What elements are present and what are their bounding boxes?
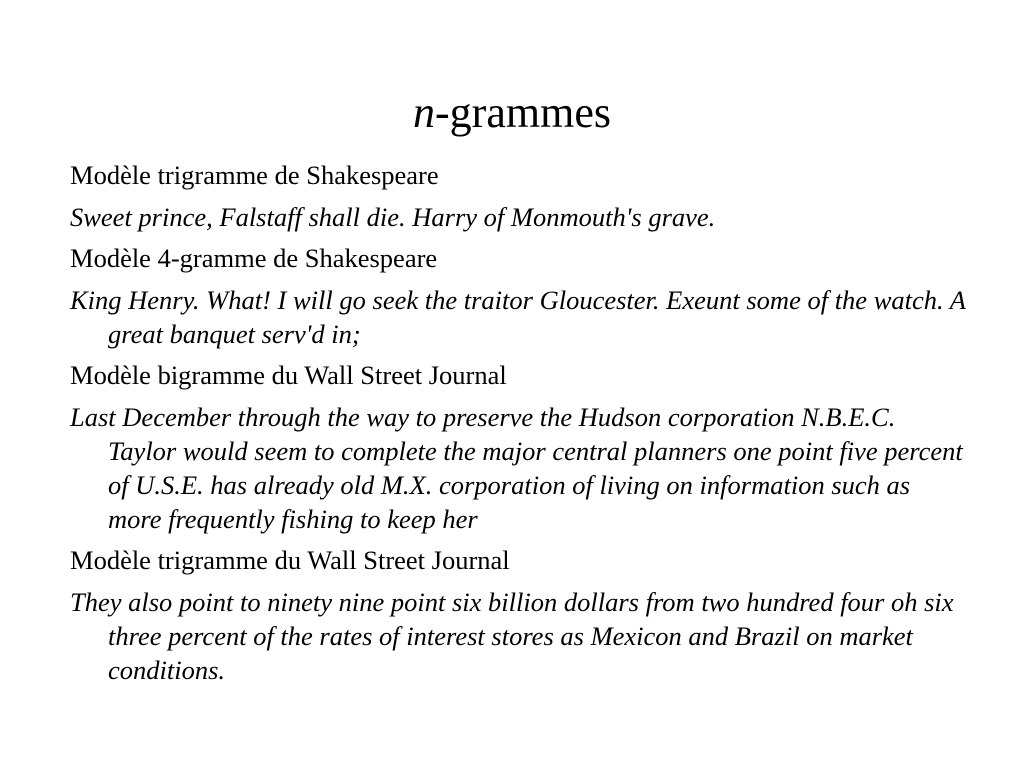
slide-title	[0, 84, 1024, 142]
model-heading-shakespeare-trigram: Modèle trigramme de Shakespeare	[70, 160, 439, 190]
sample-text-wsj-bigram: Last December through the way to preserve the Hudson corporation N.B.E.C. Taylor would seem to complete the major central planners one point five percent of U.S.E. has already old M.X. corporation of living on information such as more frequently fishing to keep her	[70, 401, 963, 534]
model-heading-wsj-trigram: Modèle trigramme du Wall Street Journal	[70, 545, 510, 575]
model-heading-shakespeare-4gram: Modèle 4-gramme de Shakespeare	[70, 243, 438, 273]
sample-text-shakespeare-4gram: King Henry. What! I will go seek the traitor Gloucester. Exeunt some of the watch. A great banquet serv'd in;	[70, 284, 966, 349]
sample-text-wsj-trigram: They also point to ninety nine point six billion dollars from two hundred four oh six three percent of the rates of interest stores as Mexicon and Brazil on market conditions.	[70, 586, 954, 685]
slide-title-rest: -grammes	[435, 88, 611, 137]
sample-text-shakespeare-trigram: Sweet prince, Falstaff shall die. Harry of Monmouth's grave.	[70, 201, 716, 232]
slide-title-italic-n: n	[413, 88, 436, 137]
slide-content	[70, 158, 970, 694]
model-heading-wsj-bigram: Modèle bigramme du Wall Street Journal	[70, 360, 507, 390]
